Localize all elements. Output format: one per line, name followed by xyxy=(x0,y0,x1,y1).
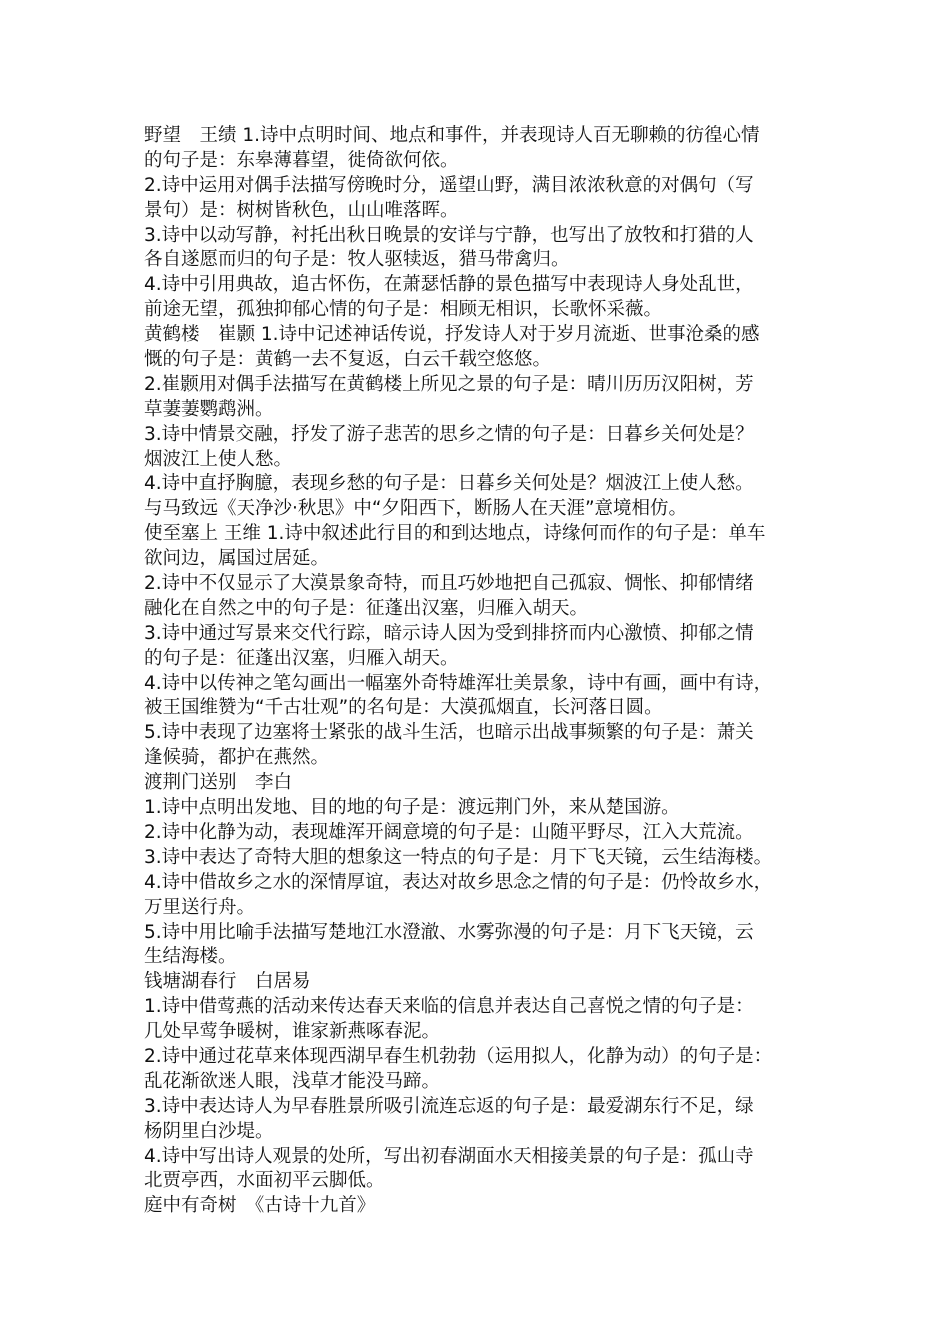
text-line: 各自遂愿而归的句子是：牧人驱犊返，猎马带禽归。 xyxy=(144,249,570,271)
text-line: 5.诗中用比喻手法描写楚地江水澄澈、水雾弥漫的句子是：月下飞天镜，云 xyxy=(144,921,754,943)
text-line: 4.诗中直抒胸臆，表现乡愁的句子是：日暮乡关何处是？烟波江上使人愁。 xyxy=(144,473,754,495)
text-line: 4.诗中写出诗人观景的处所，写出初春湖面水天相接美景的句子是：孤山寺 xyxy=(144,1145,754,1167)
text-line: 2.诗中通过花草来体现西湖早春生机勃勃（运用拟人，化静为动）的句子是： xyxy=(144,1045,773,1067)
text-line: 慨的句子是：黄鹤一去不复返，白云千载空悠悠。 xyxy=(144,349,552,371)
text-line: 庭中有奇树 《古诗十九首》 xyxy=(144,1195,376,1217)
text-line: 逢候骑，都护在燕然。 xyxy=(144,747,330,769)
text-line: 3.诗中以动写静，衬托出秋日晚景的安详与宁静，也写出了放牧和打猎的人 xyxy=(144,224,754,246)
text-line: 1.诗中借莺燕的活动来传达春天来临的信息并表达自己喜悦之情的句子是： xyxy=(144,996,754,1018)
text-line: 钱塘湖春行 白居易 xyxy=(144,971,311,993)
text-line: 北贾亭西，水面初平云脚低。 xyxy=(144,1170,385,1192)
text-line: 与马致远《天净沙·秋思》中“夕阳西下，断肠人在天涯”意境相仿。 xyxy=(144,498,688,520)
text-line: 几处早莺争暖树，谁家新燕啄春泥。 xyxy=(144,1021,441,1043)
text-line: 3.诗中表达诗人为早春胜景所吸引流连忘返的句子是：最爱湖东行不足，绿 xyxy=(144,1095,754,1117)
text-line: 4.诗中以传神之笔勾画出一幅塞外奇特雄浑壮美景象，诗中有画，画中有诗， xyxy=(144,672,773,694)
text-line: 4.诗中借故乡之水的深情厚谊，表达对故乡思念之情的句子是：仍怜故乡水， xyxy=(144,871,773,893)
text-line: 野望 王绩 1.诗中点明时间、地点和事件，并表现诗人百无聊赖的彷徨心情 xyxy=(144,125,760,146)
text-line: 5.诗中表现了边塞将士紧张的战斗生活，也暗示出战事频繁的句子是：萧关 xyxy=(144,722,754,744)
text-line: 融化在自然之中的句子是：征蓬出汉塞，归雁入胡天。 xyxy=(144,597,589,619)
text-line: 2.诗中不仅显示了大漠景象奇特，而且巧妙地把自己孤寂、惆怅、抑郁情绪 xyxy=(144,573,754,595)
text-line: 乱花渐欲迷人眼，浅草才能没马蹄。 xyxy=(144,1070,441,1092)
text-line xyxy=(144,1219,820,1244)
text-line: 的句子是：征蓬出汉塞，归雁入胡天。 xyxy=(144,647,459,669)
text-line: 4.诗中引用典故，追古怀伤，在萧瑟恬静的景色描写中表现诗人身处乱世， xyxy=(144,274,754,296)
text-line: 的句子是：东皋薄暮望，徙倚欲何依。 xyxy=(144,149,459,171)
text-line: 欲问边，属国过居延。 xyxy=(144,548,330,570)
text-line: 景句）是：树树皆秋色，山山唯落晖。 xyxy=(144,199,459,221)
text-line: 黄鹤楼 崔颢 1.诗中记述神话传说，抒发诗人对于岁月流逝、世事沧桑的感 xyxy=(144,324,760,346)
text-line: 草萋萋鹦鹉洲。 xyxy=(144,398,274,420)
text-line: 3.诗中通过写景来交代行踪，暗示诗人因为受到排挤而内心激愤、抑郁之情 xyxy=(144,622,754,644)
text-line: 3.诗中情景交融，抒发了游子悲苦的思乡之情的句子是：日暮乡关何处是？ xyxy=(144,423,754,445)
text-line: 渡荆门送别 李白 xyxy=(144,772,293,794)
text-line: 3.诗中表达了奇特大胆的想象这一特点的句子是：月下飞天镜，云生结海楼。 xyxy=(144,846,773,868)
text-line: 万里送行舟。 xyxy=(144,896,256,918)
document-page xyxy=(144,124,820,1244)
text-line: 被王国维赞为“千古壮观”的名句是：大漠孤烟直，长河落日圆。 xyxy=(144,697,663,719)
text-line: 烟波江上使人愁。 xyxy=(144,448,293,470)
text-line: 1.诗中点明出发地、目的地的句子是：渡远荆门外，来从楚国游。 xyxy=(144,797,680,819)
text-line: 2.诗中运用对偶手法描写傍晚时分，遥望山野，满目浓浓秋意的对偶句（写 xyxy=(144,174,754,196)
text-line: 前途无望，孤独抑郁心情的句子是：相顾无相识，长歌怀采薇。 xyxy=(144,299,663,321)
text-line: 2.崔颢用对偶手法描写在黄鹤楼上所见之景的句子是：晴川历历汉阳树，芳 xyxy=(144,373,754,395)
text-line: 使至塞上 王维 1.诗中叙述此行目的和到达地点，诗缘何而作的句子是：单车 xyxy=(144,523,766,545)
text-line: 生结海楼。 xyxy=(144,946,237,968)
text-line: 2.诗中化静为动，表现雄浑开阔意境的句子是：山随平野尽，江入大荒流。 xyxy=(144,821,754,843)
text-line: 杨阴里白沙堤。 xyxy=(144,1120,274,1142)
